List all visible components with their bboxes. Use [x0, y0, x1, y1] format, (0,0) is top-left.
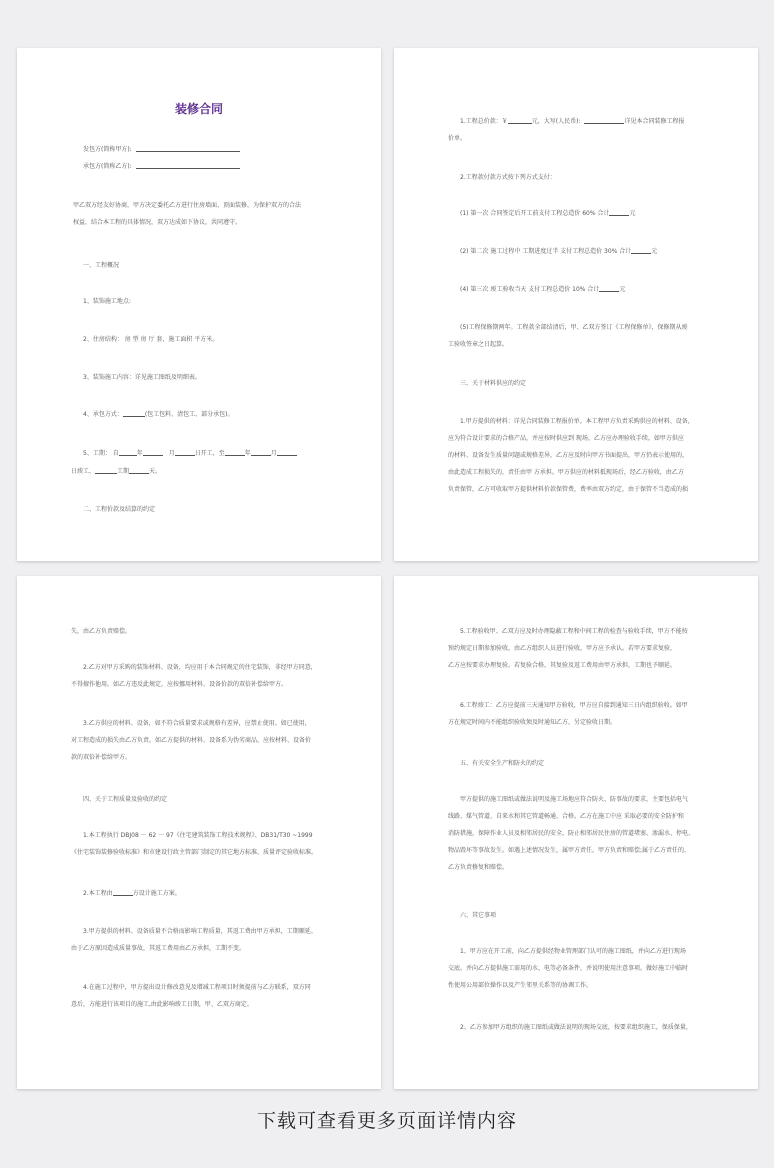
item-4-options: (包工包料、清包工、部分承包)。	[144, 411, 234, 418]
payment-3-text: (4) 第三次 竣工验收当天 支付工程总造价 10% 合计	[460, 286, 600, 293]
item-5-line-1	[83, 448, 335, 459]
clause-3-line-3: 款的双倍补偿给甲方。	[71, 754, 132, 761]
blank	[113, 888, 133, 896]
blank	[175, 448, 195, 456]
safety-line-1: 甲方提供的施工图纸或做法说明及施工场地应符合防火、防事故的要求，主要包括电气	[460, 796, 689, 803]
material-line-3: 的材料、设备发生质量问题或规格差异，乙方应及时向甲方书面提出，甲方仍表示使用的，	[448, 452, 689, 459]
change-line-2: 意后，方能进行该项目的施工,由此影响竣工日期，甲、乙双方商定。	[71, 1001, 253, 1008]
blank	[609, 208, 629, 216]
design-text: 2.本工程由	[83, 890, 113, 897]
payment-method: 2.工程款付款方式按下列方式支付：	[460, 174, 556, 181]
section-heading-3: 三、关于材料供应的约定	[460, 380, 527, 387]
month-text: 月	[168, 450, 175, 457]
section-heading-2: 二、工程价款及结算的约定	[83, 506, 156, 513]
loss-line: 失，由乙方负责赔偿。	[71, 628, 132, 635]
blank	[599, 284, 619, 292]
safety-line-5: 乙方负责修复和赔偿。	[448, 864, 509, 871]
quality-line-1: 3.甲方提供的材料、设备质量不合格而影响工程质量，其返工费由甲方承担，工期顺延。	[83, 928, 317, 935]
clause-3-line-2: 对工程造成的损失由乙方负责。如乙方提供的材料、设备系为伪劣商品，应按材料、设备价	[71, 737, 312, 744]
payment-3	[460, 284, 712, 295]
acceptance-line-2: 预约规定日期参加验收，由乙方组织人员进行验收，甲方应予承认。若甲方要求复验，	[448, 645, 677, 652]
section-heading-6: 六、其它事项	[460, 912, 497, 919]
blank	[119, 448, 137, 456]
price-label: 1.工程总价款：￥	[460, 118, 508, 125]
other-line-4: 2、乙方参加甲方组织的施工图纸或做法说明的现场交底，按要求组织施工，保质保量，	[460, 1024, 692, 1031]
acceptance-line-1: 5.工程验收甲、乙双方应及时办理隐蔽工程和中间工程的检查与验收手续，甲方不能按	[460, 628, 688, 635]
item-5-label: 5、工期： 自	[83, 450, 119, 457]
item-4-label: 4、承包方式：	[83, 411, 123, 418]
days-text: 天。	[149, 468, 162, 475]
quality-line-2: 由于乙方原因造成质量事故，其返工费用由乙方承担，工期不变。	[71, 945, 246, 952]
material-line-5: 负责保管，乙方可收取甲方提供材料价款保管费，费率由双方约定，由于保管不当造成的损	[448, 486, 689, 493]
blank	[584, 116, 624, 124]
warranty-line-2: 工验收签章之日起算。	[448, 341, 509, 348]
price-line-2: 价单。	[448, 135, 467, 142]
blank	[129, 466, 149, 474]
blank	[95, 466, 117, 474]
clause-3-line-1: 3.乙方供应的材料、设备，如不符合质量要求或规格有差异，应禁止使用。如已使用，	[83, 720, 311, 727]
payment-2-text: (2) 第二次 施工过程中 工期进度过半 支付工程总造价 30% 合计	[460, 248, 632, 255]
section-heading-5: 五、有关安全生产和防火的约定	[460, 760, 545, 767]
other-line-3: 性使用公用部位操作以及产生邻里关系等的协调工作。	[448, 982, 593, 989]
party-b-field	[83, 161, 335, 172]
payment-2	[460, 246, 712, 257]
material-line-4: 由此造成工程损失的，责任由甲 方承担。甲方供应的材料抵现场后，经乙方验收，由乙方	[448, 469, 684, 476]
item-4	[83, 409, 335, 420]
contract-page-2	[394, 48, 758, 561]
download-more-link[interactable]: 下载可查看更多页面详情内容	[256, 1110, 517, 1132]
payment-1	[460, 208, 712, 219]
blank	[251, 448, 271, 456]
item-5-line-2	[71, 466, 335, 477]
completion-text: 日竣工，	[71, 468, 96, 475]
material-line-1: 1.甲方提供的材料：详见合同装修工程报价单。本工程甲方负责采购供应的材料、设备，	[460, 418, 694, 425]
price-words-label: 元，大写(人民币):	[531, 118, 581, 125]
item-3: 3、装饰施工内容：详见施工图纸及明细表。	[83, 374, 201, 381]
year-text: 年	[136, 450, 143, 457]
payment-1-text: (1) 第一次 合同签定后开工前支付工程总造价 60% 合计	[460, 210, 610, 217]
change-line-1: 4.在施工过程中，甲方提出设计修改意见及增减工程项目时须提前与乙方联系，双方同	[83, 984, 311, 991]
section-heading-1: 一、工程概况	[83, 262, 120, 269]
safety-line-4: 物品毁坏等事故发生。如遇上述情况发生，属甲方责任，甲方负责和赔偿;属于乙方责任的，	[448, 847, 691, 854]
standard-line-2: 《住宅装饰装修验收标准》和市建设行政主管部门制定的其它地方标准、质量评定验收标准。	[71, 849, 318, 856]
blank	[631, 246, 651, 254]
blank	[225, 448, 245, 456]
party-a-blank	[136, 144, 240, 152]
item-4-blank	[123, 409, 145, 417]
start-text: 日开工，至	[194, 450, 225, 457]
contract-page-1	[17, 48, 381, 561]
price-line	[460, 116, 712, 127]
clause-2-line-1: 2.乙方对甲方采购的装饰材料、设备，均应用于本合同规定的住宅装饰，非经甲方同意，	[83, 664, 317, 671]
design-text-2: 方设计施工方案。	[132, 890, 181, 897]
material-line-2: 应为符合设计要求的合格产品，并应按时供应到 现场。乙方应办理验收手续。如甲方供应	[448, 435, 684, 442]
standard-line-1: 1.本工程执行 DBJ08 － 62 － 97《住宅建筑装饰工程技术规程》、DB31/T30 ~1999	[83, 832, 313, 839]
safety-line-3: 消防措施，保障作业人员及相邻居民的安全，防止相邻居民住房的管道堵塞、渗漏水、停电、	[448, 830, 695, 837]
party-a-label: 发包方(简称甲方):	[83, 146, 132, 153]
completion-line-2: 方在规定时间内不能组织验收须及时通知乙方，另定验收日期。	[448, 719, 617, 726]
other-line-1: 1、甲方应在开工前，向乙方提供经物业管理部门认可的施工图纸，并向乙方进行现场	[460, 948, 686, 955]
blank	[143, 448, 163, 456]
contract-page-3	[17, 576, 381, 1089]
unit-text: 元	[629, 210, 636, 217]
item-1: 1、装饰施工地点:	[83, 298, 131, 305]
clause-2-line-2: 不得擅作他用。如乙方违反此规定，应按挪用材料、设备价款的双倍补偿给甲方。	[71, 681, 288, 688]
completion-line-1: 6.工程竣工：乙方应提前三天通知甲方验收，甲方应自接到通知三日内组织验收。如甲	[460, 702, 688, 709]
duration-text: 工期	[117, 468, 130, 475]
safety-line-2: 线路、煤气管道、自来水和其它管道畅通、合格。乙方在施工中应 采取必要的安全防护和	[448, 813, 684, 820]
other-line-2: 交底。并向乙方提供施工需用的水、电等必备条件，并说明使用注意事项。做好施工中临时	[448, 965, 689, 972]
blank	[277, 448, 297, 456]
unit-text: 元	[619, 286, 626, 293]
unit-text: 元	[651, 248, 658, 255]
acceptance-line-3: 乙方应按要求办理复验。若复验合格，其复验及返工费用由甲方承担，工期也予顺延。	[448, 662, 677, 669]
intro-line-2: 权益，结合本工程的具体情况，双方达成如下协议，共同遵守。	[73, 219, 242, 226]
contract-page-4	[394, 576, 758, 1089]
warranty-line-1: (5)工程保修期两年。工程款全部结清后，甲、乙双方签订《工程保修单》，保修期从竣	[460, 324, 688, 331]
party-a-field	[83, 144, 335, 155]
intro-line-1: 甲乙双方经友好协商，甲方决定委托乙方进行住房墙面、顶面装修，为保护双方的合法	[73, 202, 302, 209]
party-b-label: 承包方(简称乙方):	[83, 163, 132, 170]
month-text-2: 月	[270, 450, 277, 457]
section-heading-4: 四、关于工程质量及验收的约定	[83, 796, 168, 803]
item-2: 2、住房结构： 房 型 房 厅 套，施工面积 平方米。	[83, 336, 219, 343]
blank	[508, 116, 532, 124]
party-b-blank	[136, 161, 240, 169]
contract-title: 装修合同	[174, 102, 223, 116]
price-note: 详见本合同装修工程报	[624, 118, 685, 125]
year-text-2: 年	[244, 450, 251, 457]
design-line	[83, 888, 335, 899]
